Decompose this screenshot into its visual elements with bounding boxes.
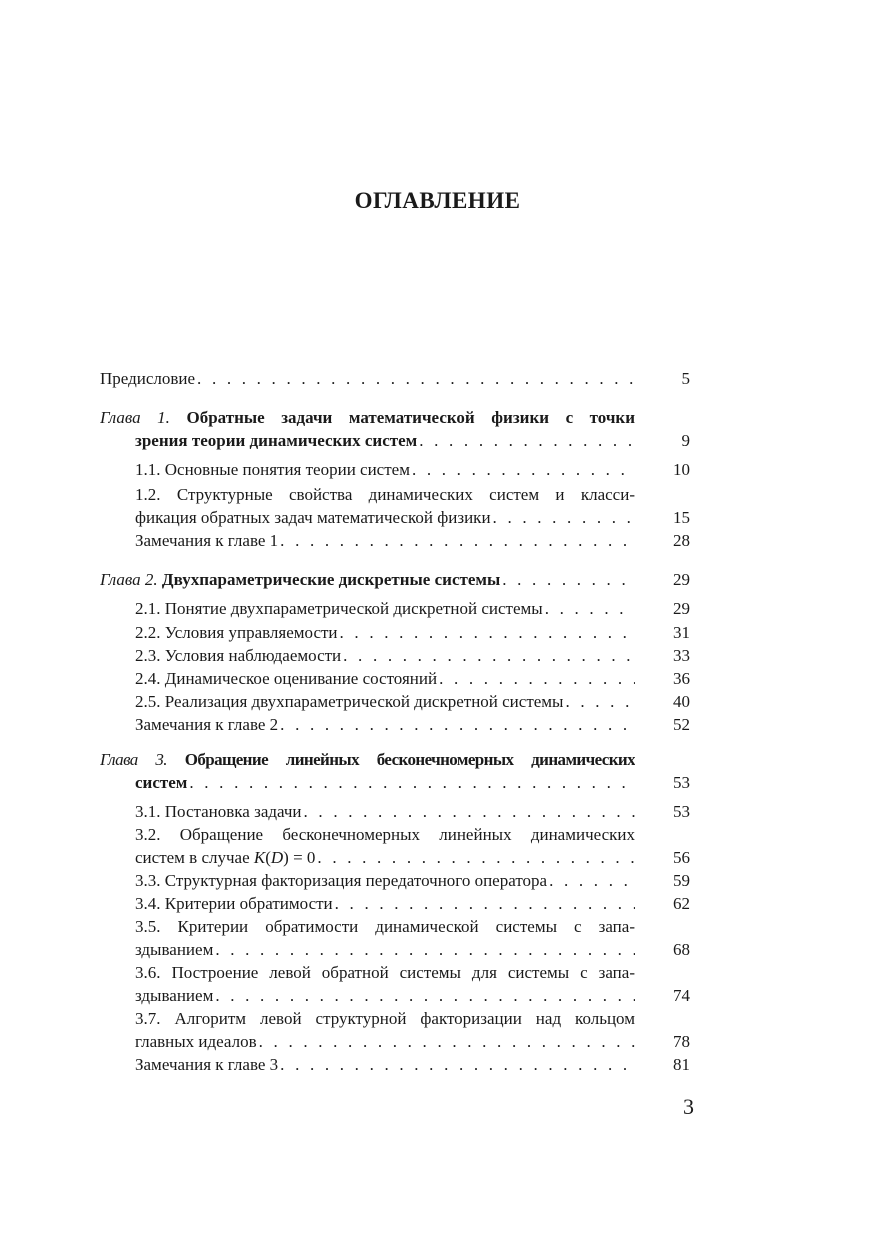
- leader-dots: [565, 690, 635, 714]
- leader-dots: [412, 458, 635, 482]
- toc-entry-preface[interactable]: [100, 367, 690, 391]
- toc-entry-3-3[interactable]: [135, 869, 690, 893]
- toc-entry-2-2[interactable]: [135, 621, 690, 645]
- leader-dots: [340, 621, 635, 645]
- toc-chapter-2-title[interactable]: [100, 568, 690, 592]
- toc-entry-label: 1.1. Основные понятия теории систем: [135, 460, 410, 479]
- toc-entry-3-5-line1[interactable]: [135, 915, 690, 939]
- toc-entry-label: 2.2. Условия управляемости: [135, 623, 338, 642]
- toc-entry-2-4[interactable]: [135, 667, 690, 691]
- toc-entry-1-2-line2[interactable]: [135, 506, 690, 530]
- toc-entry-3-6-line1[interactable]: [135, 961, 690, 985]
- leader-dots: [549, 869, 635, 893]
- leader-dots: [317, 846, 635, 870]
- toc-entry-notes-3[interactable]: [135, 1053, 690, 1077]
- chapter-prefix: Глава 2.: [100, 570, 158, 589]
- toc-entry-label: 2.4. Динамическое оценивание состояний: [135, 669, 438, 688]
- toc-entry-label: 3.5. Критерии обратимости динамической системы с запа-: [135, 917, 635, 936]
- leader-dots: [545, 597, 635, 621]
- chapter-title: Двухпараметрические дискретные системы: [161, 570, 501, 589]
- toc-entry-label: Замечания к главе 3: [135, 1055, 279, 1074]
- leader-dots: [215, 984, 635, 1008]
- toc-page-number: 62: [673, 894, 690, 913]
- toc-entry-3-1[interactable]: [135, 800, 690, 824]
- chapter-title: Обращение линейных бесконечномерных динамических: [184, 750, 635, 769]
- chapter-prefix: Глава 3.: [100, 750, 167, 769]
- toc-entry-3-6-line2[interactable]: [135, 984, 690, 1008]
- toc-page-number: 78: [673, 1032, 690, 1051]
- page-title: ОГЛАВЛЕНИЕ: [354, 188, 521, 213]
- leader-dots: [493, 506, 635, 530]
- leader-dots: [419, 429, 635, 453]
- leader-dots: [502, 568, 635, 592]
- toc-entry-label: 3.3. Структурная факторизация передаточного оператора: [135, 871, 548, 890]
- toc-page-number: 15: [673, 508, 690, 527]
- toc-entry-3-4[interactable]: [135, 892, 690, 916]
- leader-dots: [259, 1030, 635, 1054]
- toc-page-number: 40: [673, 692, 690, 711]
- toc-entry-label: Замечания к главе 1: [135, 531, 279, 550]
- toc-entry-label: 1.2. Структурные свойства динамических систем и класси-: [135, 485, 635, 504]
- toc-entry-3-2-line1[interactable]: [135, 823, 690, 847]
- toc-entry-3-7-line2[interactable]: [135, 1030, 690, 1054]
- toc-page-number: 74: [673, 986, 690, 1005]
- toc-entry-label: 3.4. Критерии обратимости: [135, 894, 333, 913]
- toc-entry-notes-1[interactable]: [135, 529, 690, 553]
- toc-page-number: 36: [673, 669, 690, 688]
- toc-entry-3-2-line2[interactable]: [135, 846, 690, 870]
- toc-page-number: 53: [673, 773, 690, 792]
- toc-page-number: 10: [673, 460, 690, 479]
- toc-entry-label: 2.5. Реализация двухпараметрической дискретной системы: [135, 692, 564, 711]
- toc-entry-label: 2.3. Условия наблюдаемости: [135, 646, 342, 665]
- toc-page-number: 33: [673, 646, 690, 665]
- leader-dots: [215, 938, 635, 962]
- toc-page-number: 68: [673, 940, 690, 959]
- toc-entry-2-1[interactable]: [135, 597, 690, 621]
- toc-chapter-1-title-line1[interactable]: [100, 406, 690, 430]
- toc-page-number: 5: [681, 369, 690, 388]
- toc-entry-label: фикация обратных задач математической физики: [135, 508, 491, 527]
- toc-entry-label: 3.1. Постановка задачи: [135, 802, 302, 821]
- toc-entry-label: 3.7. Алгоритм левой структурной факторизации над кольцом: [135, 1009, 635, 1028]
- toc-page-number: 29: [673, 570, 690, 589]
- toc-entry-3-7-line1[interactable]: [135, 1007, 690, 1031]
- toc-chapter-1-title-line2[interactable]: [135, 429, 690, 453]
- leader-dots: [280, 713, 635, 737]
- leader-dots: [280, 1053, 635, 1077]
- toc-entry-label: систем в случае K(D) = 0: [135, 848, 316, 867]
- chapter-title: систем: [135, 773, 188, 792]
- toc-entry-notes-2[interactable]: [135, 713, 690, 737]
- toc-chapter-3-title-line1[interactable]: [100, 748, 690, 772]
- toc-page-number: 9: [681, 431, 690, 450]
- toc-page-number: 29: [673, 599, 690, 618]
- toc-entry-label: здыванием: [135, 940, 214, 959]
- page-number: 3: [683, 1094, 694, 1119]
- toc-entry-label: главных идеалов: [135, 1032, 257, 1051]
- toc-page-number: 56: [673, 848, 690, 867]
- leader-dots: [304, 800, 635, 824]
- chapter-title: зрения теории динамических систем: [135, 431, 418, 450]
- toc-entry-2-5[interactable]: [135, 690, 690, 714]
- leader-dots: [189, 771, 635, 795]
- chapter-title: Обратные задачи математической физики с точки: [186, 408, 635, 427]
- leader-dots: [280, 529, 635, 553]
- leader-dots: [343, 644, 635, 668]
- toc-entry-2-3[interactable]: [135, 644, 690, 668]
- toc-page-number: 31: [673, 623, 690, 642]
- toc-entry-label: Замечания к главе 2: [135, 715, 279, 734]
- toc-entry-label: 3.6. Построение левой обратной системы для системы с запа-: [135, 963, 635, 982]
- chapter-prefix: Глава 1.: [100, 408, 170, 427]
- toc-entry-label: 2.1. Понятие двухпараметрической дискретной системы: [135, 599, 543, 618]
- toc-page-number: 53: [673, 802, 690, 821]
- toc-entry-3-5-line2[interactable]: [135, 938, 690, 962]
- toc-page-number: 28: [673, 531, 690, 550]
- leader-dots: [335, 892, 635, 916]
- toc-page-number: 81: [673, 1055, 690, 1074]
- toc-entry-label: Предисловие: [100, 369, 196, 388]
- leader-dots: [439, 667, 635, 691]
- toc-page-number: 59: [673, 871, 690, 890]
- toc-chapter-3-title-line2[interactable]: [135, 771, 690, 795]
- toc-entry-label: здыванием: [135, 986, 214, 1005]
- toc-entry-1-2-line1[interactable]: [135, 483, 690, 507]
- leader-dots: [197, 367, 635, 391]
- toc-entry-label: 3.2. Обращение бесконечномерных линейных динамических: [135, 825, 635, 844]
- toc-entry-1-1[interactable]: [135, 458, 690, 482]
- toc-page-number: 52: [673, 715, 690, 734]
